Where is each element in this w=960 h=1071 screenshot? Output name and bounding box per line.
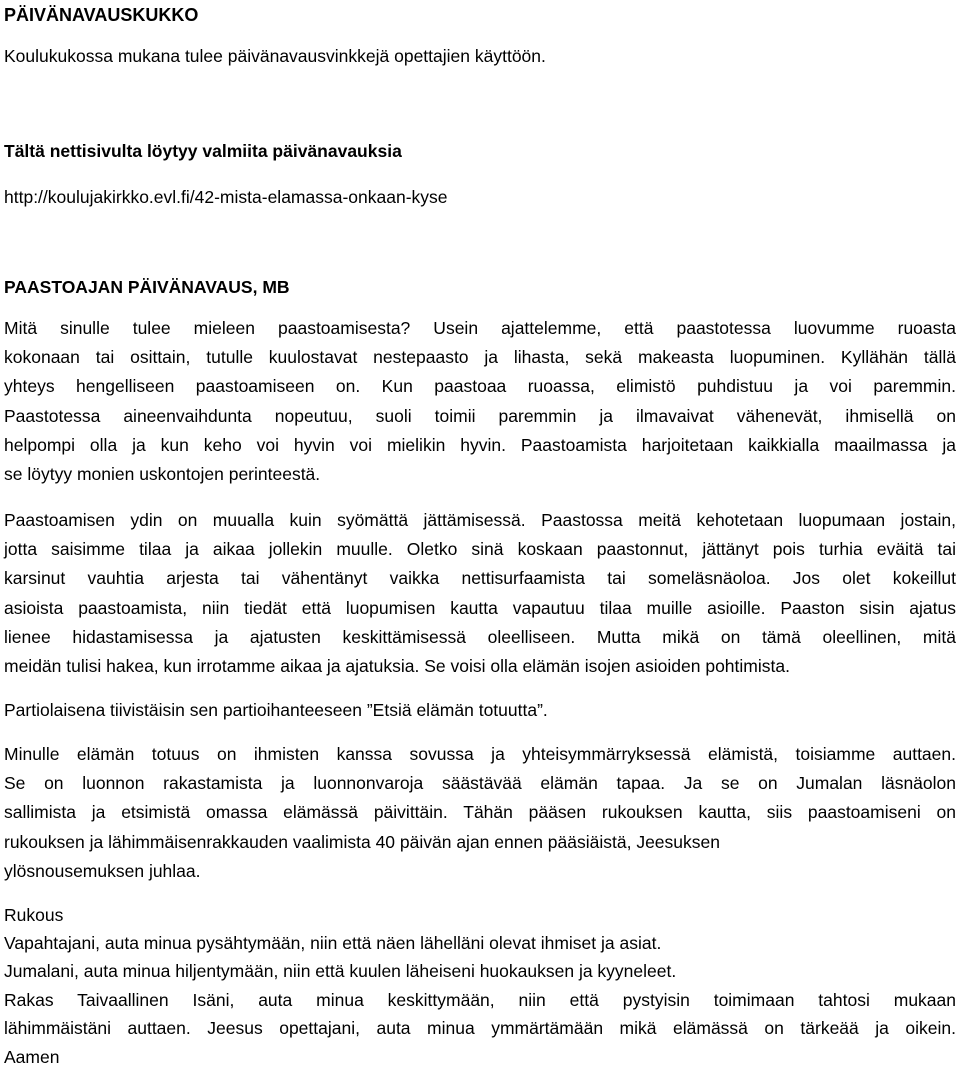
paragraph-line: sallimista ja etsimistä omassa elämässä päivittäin. Tähän pääsen rukouksen kautta, siis paastoamiseni on <box>4 802 956 823</box>
paragraph-totuus <box>4 740 956 886</box>
paragraph-line: meidän tulisi hakea, kun irrotamme aikaa ja ajatuksia. Se voisi olla elämän isojen asioiden pohtimista. <box>4 656 790 677</box>
section-heading: PAASTOAJAN PÄIVÄNAVAUS, MB <box>4 277 290 297</box>
prayer-line: Vapahtajani, auta minua pysähtymään, niin että näen lähelläni olevat ihmiset ja asiat. <box>4 933 662 953</box>
intro-text: Koulukukossa mukana tulee päivänavausvinkkejä opettajien käyttöön. <box>4 46 546 66</box>
link-url-text: http://koulujakirkko.evl.fi/42-mista-elamassa-onkaan-kyse <box>4 187 448 207</box>
paragraph-line: Se on luonnon rakastamista ja luonnonvaroja säästävää elämän tapaa. Ja se on Jumalan läsnäolon <box>4 773 956 794</box>
prayer-heading: Rukous <box>4 905 64 925</box>
paragraph-line: ylösnousemuksen juhlaa. <box>4 860 201 881</box>
paragraph-line: rukouksen ja lähimmäisenrakkauden vaalimista 40 päivän ajan ennen pääsiäistä, Jeesuksen <box>4 831 720 852</box>
paragraph-line: Minulle elämän totuus on ihmisten kanssa sovussa ja yhteisymmärryksessä elämistä, toisiamme auttaen. <box>4 744 956 764</box>
paragraph-line: yhteys hengelliseen paastoamiseen on. Kun paastoaa ruoassa, elimistö puhdistuu ja voi paremmin. <box>4 376 956 397</box>
paragraph-line: Paastoamisen ydin on muualla kuin syömättä jättämisessä. Paastossa meitä kehotetaan luopumaan jostain, <box>4 510 956 530</box>
document-title: PÄIVÄNAVAUSKUKKO <box>4 5 199 25</box>
paragraph-line: se löytyy monien uskontojen perinteestä. <box>4 464 321 485</box>
paragraph-line: Paastotessa aineenvaihdunta nopeutuu, suoli toimii paremmin ja ilmavaivat vähenevät, ihmisellä on <box>4 405 956 426</box>
prayer-line: Rakas Taivaallinen Isäni, auta minua keskittymään, niin että pystyisin toimimaan tahtosi mukaan <box>4 989 956 1010</box>
paragraph-partiolainen: Partiolaisena tiivistäisin sen partioihanteeseen ”Etsiä elämän totuutta”. <box>4 700 548 720</box>
paragraph-line: lienee hidastamisessa ja ajatusten keskittämisessä oleelliseen. Mutta mikä on tämä oleellinen, mitä <box>4 626 956 647</box>
paragraph-ydin <box>4 506 956 681</box>
prayer-line: Jumalani, auta minua hiljentymään, niin että kuulen läheiseni huokauksen ja kyyneleet. <box>4 961 677 982</box>
links-heading: Tältä nettisivulta löytyy valmiita päivänavauksia <box>4 141 402 161</box>
paragraph-line: karsinut vauhtia arjesta tai vähentänyt vaikka nettisurfaamista tai someläsnäoloa. Jos olet kokeillut <box>4 568 956 589</box>
paragraph-line: asioista paastoamista, niin tiedät että luopumisen kautta vapautuu tilaa muille asioille. Paaston sisin ajatus <box>4 597 956 618</box>
paragraph-paastoaminen <box>4 314 956 489</box>
paragraph-line: helpompi olla ja kun keho voi hyvin voi mielikin hyvin. Paastoamista harjoitetaan kaikkialla maailmassa ja <box>4 434 956 455</box>
prayer-line: lähimmäistäni auttaen. Jeesus opettajani, auta minua ymmärtämään mikä elämässä on tärkeää ja oikein. <box>4 1018 956 1039</box>
paragraph-line: Mitä sinulle tulee mieleen paastoamisesta? Usein ajattelemme, että paastotessa luovumme ruoasta <box>4 318 956 338</box>
paragraph-line: kokonaan tai osittain, tutulle kuulostavat nestepaasto ja lihasta, sekä makeasta luopuminen. Kyllähän tällä <box>4 347 956 368</box>
paragraph-line: jotta saisimme tilaa ja aikaa jollekin muulle. Oletko sinä koskaan paastonnut, jättänyt pois turhia eväitä tai <box>4 539 956 560</box>
prayer-text <box>4 929 956 1071</box>
prayer-line: Aamen <box>4 1046 60 1067</box>
